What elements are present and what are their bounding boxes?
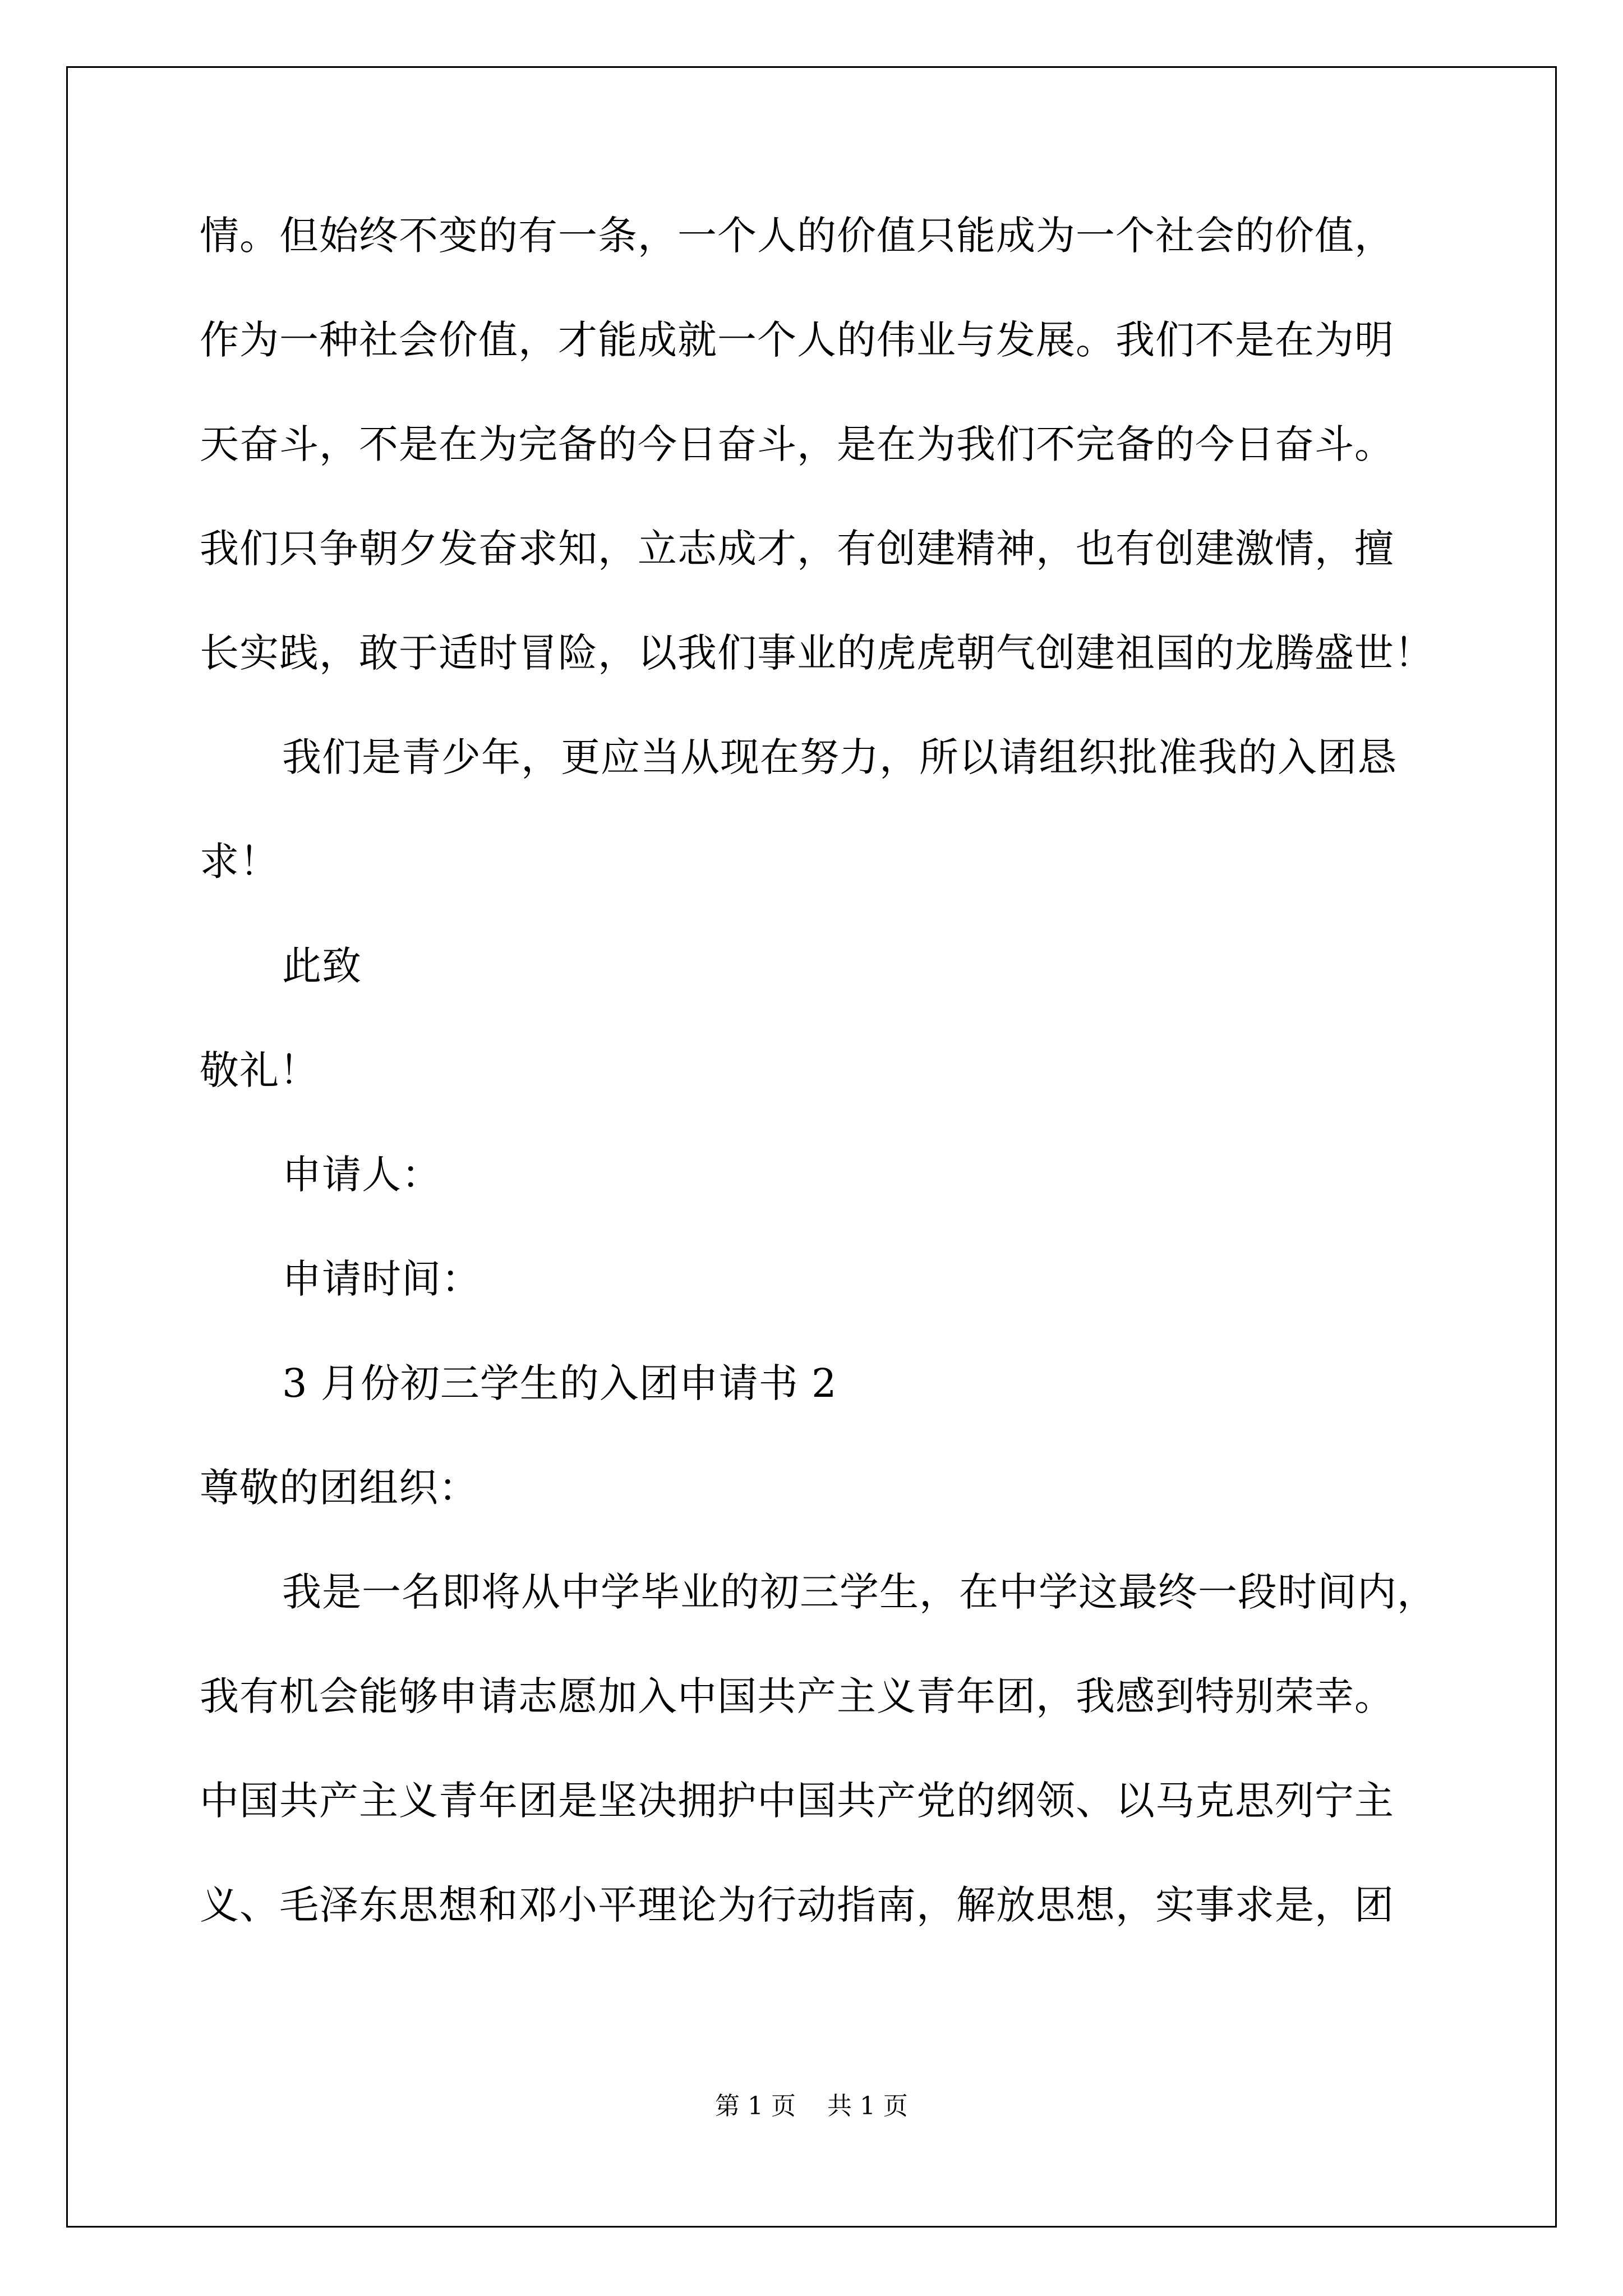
body-line: 长实践，敢于适时冒险，以我们事业的虎虎朝气创建祖国的龙腾盛世！	[200, 630, 1434, 676]
body-line: 求！	[200, 839, 279, 885]
body-line: 天奋斗，不是在为完备的今日奋斗，是在为我们不完备的今日奋斗。	[200, 421, 1394, 467]
body-line: 作为一种社会价值，才能成就一个人的伟业与发展。我们不是在为明	[200, 317, 1394, 363]
salutation-line: 此致	[282, 943, 362, 989]
greeting-line: 尊敬的团组织：	[200, 1465, 478, 1511]
date-label: 申请时间：	[282, 1256, 481, 1302]
salutation-line: 敬礼！	[200, 1047, 319, 1093]
body-line: 义、毛泽东思想和邓小平理论为行动指南，解放思想，实事求是，团	[200, 1882, 1394, 1928]
section-title: 3 月份初三学生的入团申请书 2	[282, 1360, 837, 1406]
body-line: 我有机会能够申请志愿加入中国共产主义青年团，我感到特别荣幸。	[200, 1673, 1394, 1719]
applicant-label: 申请人：	[282, 1152, 441, 1198]
body-line: 我们只争朝夕发奋求知，立志成才，有创建精神，也有创建激情，擅	[200, 526, 1394, 572]
body-line: 情。但始终不变的有一条，一个人的价值只能成为一个社会的价值，	[200, 213, 1394, 259]
body-line: 我是一名即将从中学毕业的初三学生，在中学这最终一段时间内，	[282, 1569, 1437, 1615]
body-line: 中国共产主义青年团是坚决拥护中国共产党的纲领、以马克思列宁主	[200, 1778, 1394, 1824]
page-footer: 第 1 页 共 1 页	[715, 2092, 908, 2120]
body-line: 我们是青少年，更应当从现在努力，所以请组织批准我的入团恳	[282, 734, 1397, 780]
